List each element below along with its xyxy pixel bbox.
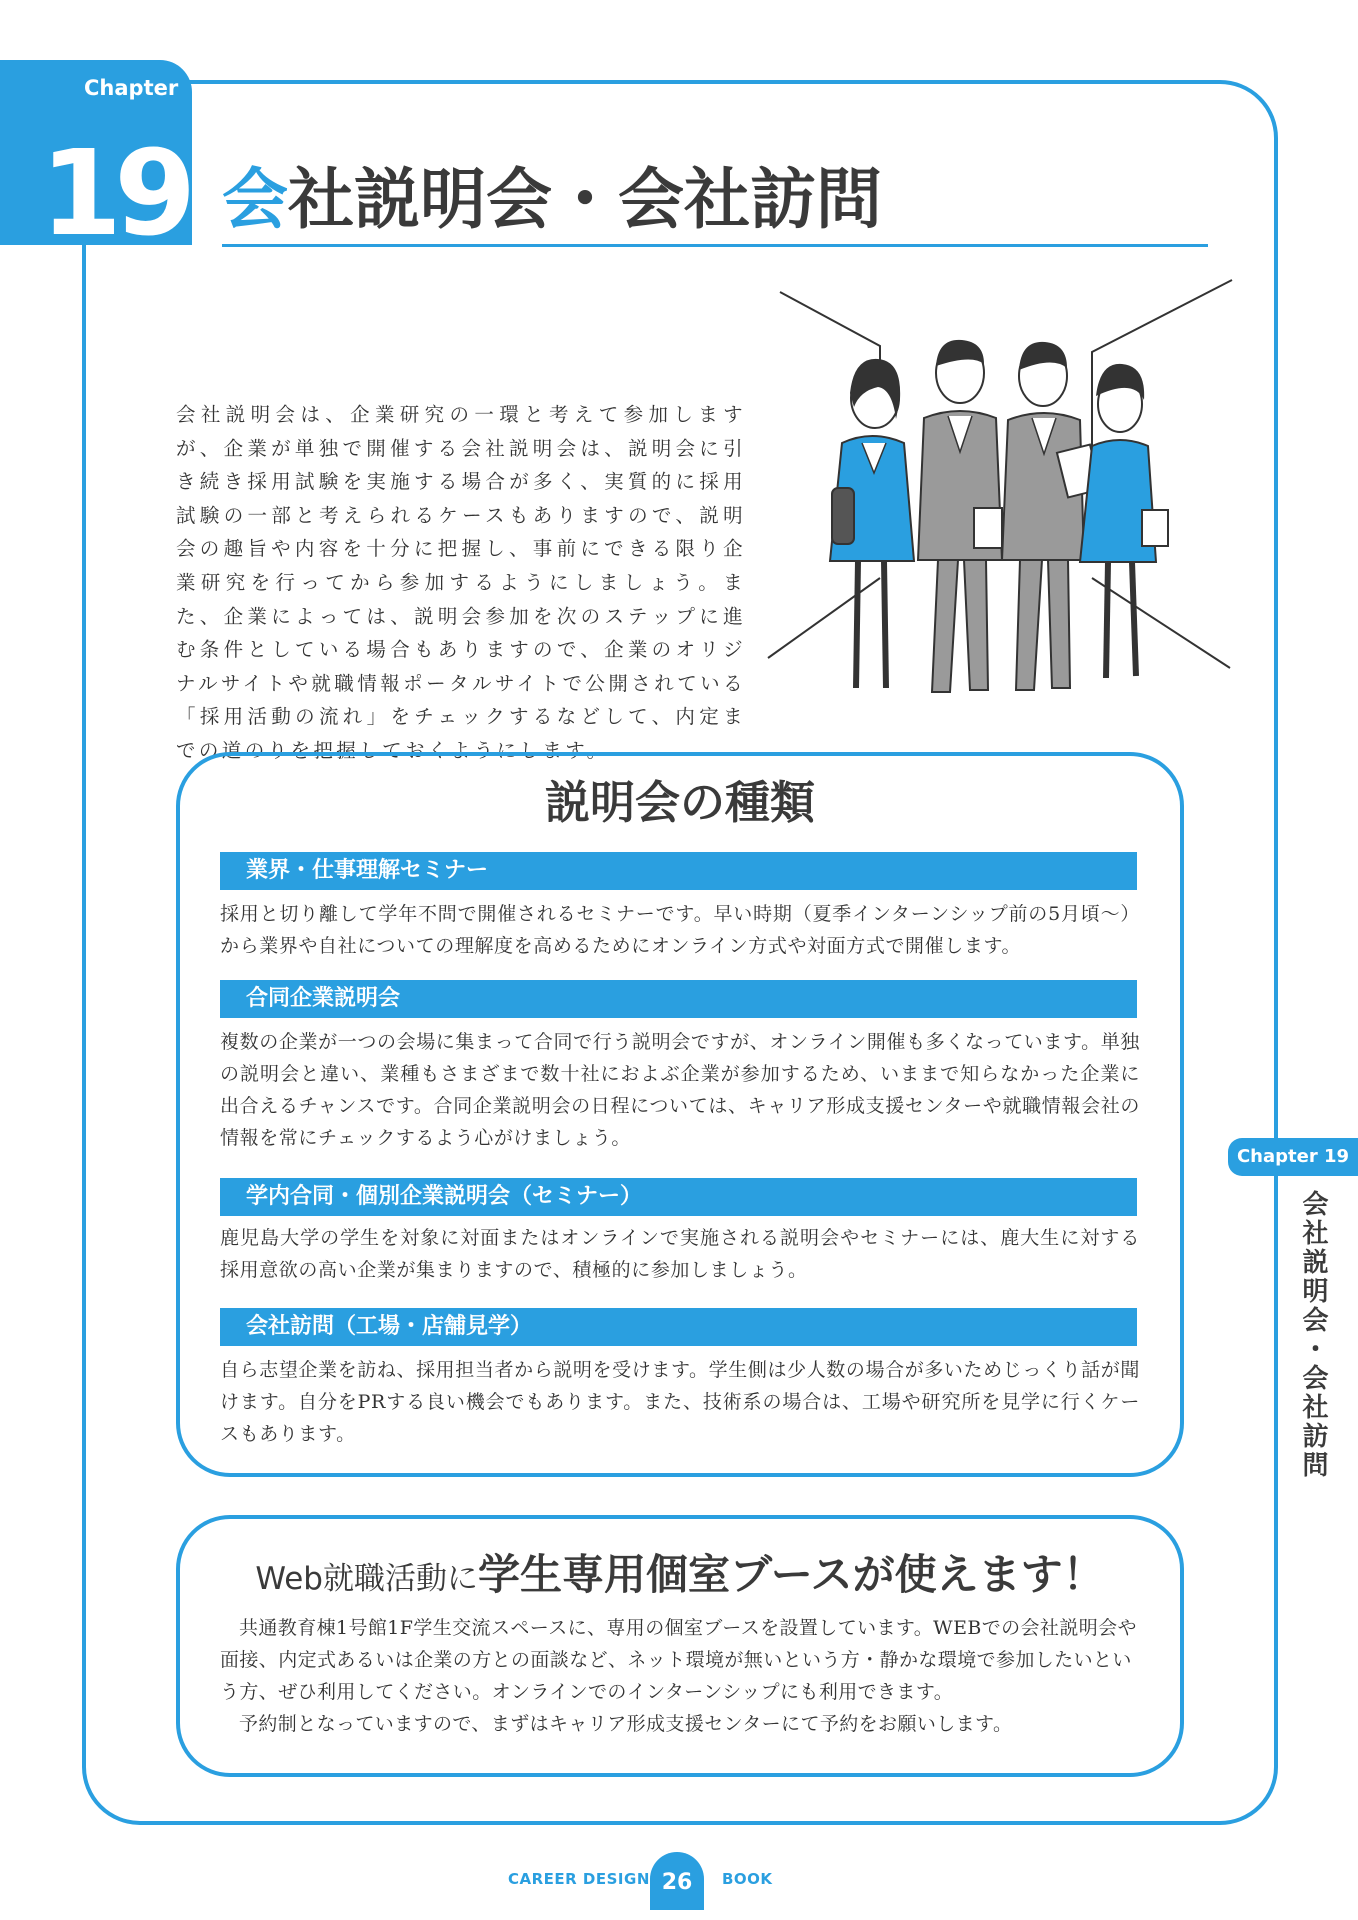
figure-woman-left bbox=[830, 359, 914, 688]
side-chapter-title: 会社説明会・会社訪問 bbox=[1298, 1190, 1328, 1480]
section-text-company-visit: 自ら志望企業を訪ね、採用担当者から説明を受けます。学生側は少人数の場合が多いためじっくり話が聞けます。自分をPRする良い機会でもあります。また、技術系の場合は、工場や研究所を見学に行くケースもあります。 bbox=[220, 1359, 1140, 1445]
figure-man-left bbox=[918, 340, 1002, 692]
figure-woman-right bbox=[1080, 364, 1168, 678]
private-booth-paragraph-2: 予約制となっていますので、まずはキャリア形成支援センターにて予約をお願いします。 bbox=[239, 1713, 1013, 1735]
section-text-campus-briefing: 鹿児島大学の学生を対象に対面またはオンラインで実施される説明会やセミナーには、鹿大生に対する採用意欲の高い企業が集まりますので、積極的に参加しましょう。 bbox=[220, 1227, 1140, 1281]
chapter-number: 19 bbox=[40, 124, 189, 262]
section-title-company-visit: 会社訪問（工場・店舗見学） bbox=[220, 1308, 1137, 1346]
page-title-rest: 社説明会・会社訪問 bbox=[288, 161, 882, 238]
footer-book: BOOK bbox=[722, 1870, 773, 1888]
section-text-industry-seminar: 採用と切り離して学年不問で開催されるセミナーです。早い時期（夏季インターンシップ前の5月頃〜）から業界や自社についての理解度を高めるためにオンライン方式や対面方式で開催します。 bbox=[220, 903, 1140, 957]
private-booth-heading-main: 学生専用個室ブースが使えます！ bbox=[477, 1550, 1105, 1599]
title-underline bbox=[222, 244, 1208, 247]
side-chapter-tab: Chapter 19 bbox=[1228, 1138, 1358, 1176]
page-number: 26 bbox=[650, 1852, 704, 1910]
private-booth-heading-prefix: Web就職活動に bbox=[255, 1561, 478, 1597]
briefing-types-heading: 説明会の種類 bbox=[544, 776, 815, 829]
footer-career-design: CAREER DESIGN bbox=[508, 1870, 650, 1888]
section-title-industry-seminar: 業界・仕事理解セミナー bbox=[220, 852, 1137, 890]
section-text-joint-briefing: 複数の企業が一つの会場に集まって合同で行う説明会ですが、オンライン開催も多くなっています。単独の説明会と違い、業種もさまざまで数十社におよぶ企業が参加するため、いままで知らなかった企業に出合えるチャンスです。合同企業説明会の日程については、キャリア形成支援センターや就職情報会社の情報を常にチェックするよう心がけましょう。 bbox=[220, 1031, 1140, 1149]
private-booth-heading bbox=[176, 1542, 1184, 1602]
private-booth-paragraph-1: 共通教育棟1号館1F学生交流スペースに、専用の個室ブースを設置しています。WEBでの会社説明会や面接、内定式あるいは企業の方との面談など、ネット環境が無いという方・静かな環境で参加したいという方、ぜひ利用してください。オンラインでのインターンシップにも利用できます。 bbox=[220, 1617, 1137, 1703]
page-title-accent: 会 bbox=[222, 161, 288, 238]
private-booth-text bbox=[220, 1612, 1140, 1740]
business-people-illustration bbox=[760, 278, 1250, 718]
section-title-campus-briefing: 学内合同・個別企業説明会（セミナー） bbox=[220, 1178, 1137, 1216]
intro-paragraph: 会社説明会は、企業研究の一環と考えて参加しますが、企業が単独で開催する会社説明会は、説明会に引き続き採用試験を実施する場合が多く、実質的に採用試験の一部と考えられるケースもありますので、説明会の趣旨や内容を十分に把握し、事前にできる限り企業研究を行ってから参加するようにしましょう。また、企業によっては、説明会参加を次のステップに進む条件としている場合もありますので、企業のオリジナルサイトや就職情報ポータルサイトで公開されている「採用活動の流れ」をチェックするなどして、内定までの道のりを把握しておくようにします。 bbox=[176, 403, 746, 762]
section-title-joint-briefing: 合同企業説明会 bbox=[220, 980, 1137, 1018]
chapter-label: Chapter bbox=[84, 76, 179, 100]
page-title bbox=[222, 160, 882, 240]
